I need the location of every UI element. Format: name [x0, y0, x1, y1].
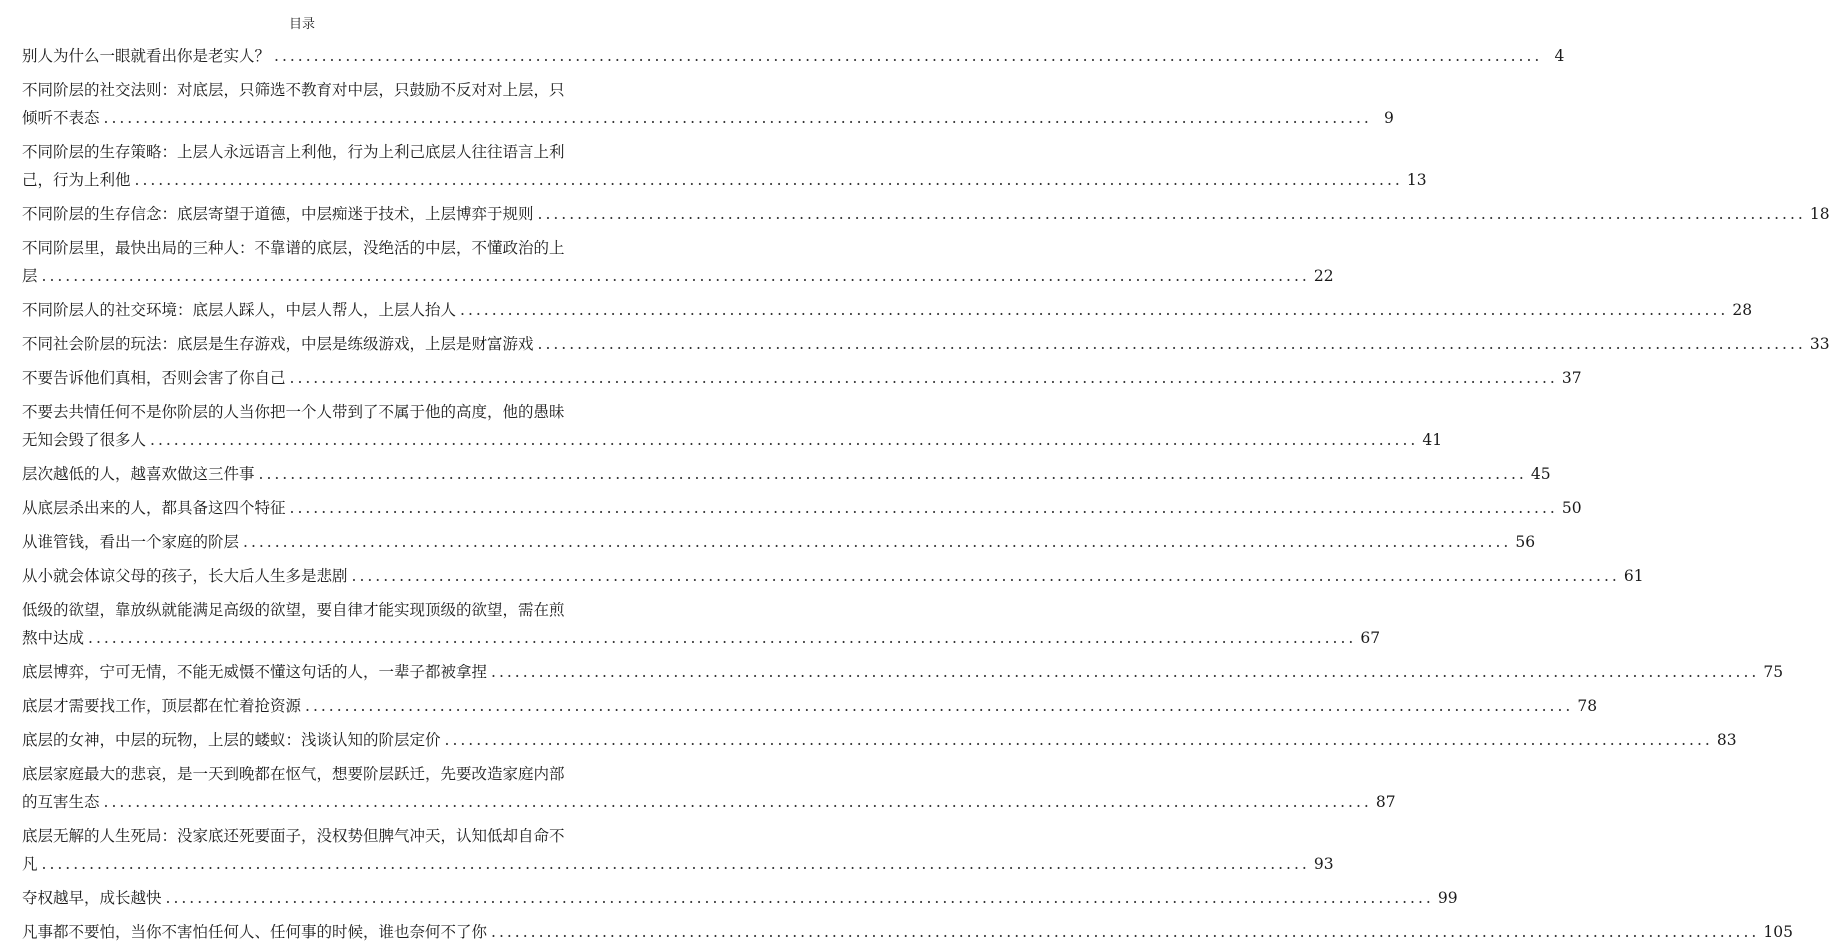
toc-entry-title: 从谁管钱，看出一个家庭的阶层	[22, 533, 240, 551]
toc-entry-line	[22, 788, 1396, 816]
dot-leader	[491, 918, 1759, 946]
toc-entry-line	[22, 42, 1565, 70]
toc-page-number: 33	[1809, 335, 1830, 353]
toc-entry-title-line1: 不同阶层的生存策略：上层人永远语言上利他，行为上利己底层人往往语言上利	[22, 143, 565, 161]
toc-entry-title-line2: 凡	[22, 855, 38, 873]
toc-entry-title: 底层才需要找工作，顶层都在忙着抢资源	[22, 697, 302, 715]
toc-entry-title-line2: 倾听不表态	[22, 109, 100, 127]
toc-entry-line	[22, 726, 1737, 754]
toc-page-number: 61	[1623, 567, 1644, 585]
toc-entry-title: 不同阶层的生存信念：底层寄望于道德，中层痴迷于技术，上层博弈于规则	[22, 205, 534, 223]
toc-entry[interactable]	[22, 76, 1394, 132]
dot-leader	[290, 364, 1558, 392]
dot-leader	[243, 528, 1511, 556]
toc-page-number: 37	[1561, 369, 1582, 387]
toc-entry-line	[22, 494, 1582, 522]
toc-entry-line	[22, 200, 1830, 228]
toc-entry-line	[22, 658, 1784, 686]
dot-leader	[88, 624, 1356, 652]
toc-entry-title-line1: 不要去共情任何不是你阶层的人当你把一个人带到了不属于他的高度，他的愚昧	[22, 403, 565, 421]
toc-entry-line	[22, 166, 1427, 194]
toc-entry[interactable]	[22, 528, 1536, 556]
dot-leader	[460, 296, 1728, 324]
toc-entry[interactable]	[22, 918, 1793, 946]
toc-entry[interactable]	[22, 234, 1334, 290]
toc-page-number: 67	[1360, 629, 1381, 647]
dot-leader	[104, 104, 1372, 132]
toc-page-number: 13	[1406, 171, 1427, 189]
toc-entry-line	[22, 330, 1830, 358]
toc-page-number: 41	[1422, 431, 1443, 449]
toc-entry[interactable]	[22, 330, 1830, 358]
toc-entry-title: 别人为什么一眼就看出你是老实人？	[22, 47, 271, 65]
toc-entry-title-line2: 的互害生态	[22, 793, 100, 811]
toc-entry[interactable]	[22, 460, 1551, 488]
toc-entry-line	[22, 918, 1793, 946]
toc-page-number: 93	[1313, 855, 1334, 873]
dot-leader	[104, 788, 1372, 816]
toc-entry-title-line2: 己，行为上利他	[22, 171, 131, 189]
toc-entry-line	[22, 692, 1598, 720]
dot-leader	[42, 262, 1310, 290]
dot-leader	[150, 426, 1418, 454]
toc-entry[interactable]	[22, 42, 1565, 70]
toc-entry[interactable]	[22, 398, 1443, 454]
toc-entry-title: 不同社会阶层的玩法：底层是生存游戏，中层是练级游戏，上层是财富游戏	[22, 335, 534, 353]
toc-entry-line	[22, 460, 1551, 488]
toc-entry-title: 底层博弈，宁可无情，不能无威慑不懂这句话的人，一辈子都被拿捏	[22, 663, 488, 681]
toc-entry-title-line1: 不同阶层的社交法则：对底层，只筛选不教育对中层，只鼓励不反对对上层，只	[22, 81, 565, 99]
dot-leader	[352, 562, 1620, 590]
toc-page-number: 83	[1716, 731, 1737, 749]
toc-entry[interactable]	[22, 138, 1427, 194]
dot-leader	[305, 692, 1573, 720]
toc-entry-title-line2: 无知会毁了很多人	[22, 431, 147, 449]
toc-entry-line	[22, 104, 1394, 132]
toc-entry[interactable]	[22, 726, 1737, 754]
toc-entry-title: 从底层杀出来的人，都具备这四个特征	[22, 499, 286, 517]
dot-leader	[42, 850, 1310, 878]
toc-entry-title: 凡事都不要怕，当你不害怕任何人、任何事的时候，谁也奈何不了你	[22, 923, 488, 941]
toc-entry[interactable]	[22, 658, 1784, 686]
toc-entry[interactable]	[22, 596, 1381, 652]
dot-leader	[135, 166, 1403, 194]
toc-entry[interactable]	[22, 296, 1753, 324]
toc-entry[interactable]	[22, 884, 1458, 912]
toc-entry-line	[22, 426, 1443, 454]
toc-list	[22, 42, 1830, 946]
toc-page-number: 78	[1577, 697, 1598, 715]
toc-page-number: 18	[1809, 205, 1830, 223]
toc-entry[interactable]	[22, 364, 1582, 392]
dot-leader	[259, 460, 1527, 488]
toc-entry-title: 从小就会体谅父母的孩子，长大后人生多是悲剧	[22, 567, 348, 585]
toc-page-number: 9	[1383, 109, 1394, 127]
toc-entry-line	[22, 528, 1536, 556]
toc-entry-title-line2: 熬中达成	[22, 629, 85, 647]
toc-entry-line	[22, 624, 1381, 652]
toc-entry-title: 底层的女神，中层的玩物，上层的蝼蚁：浅谈认知的阶层定价	[22, 731, 441, 749]
toc-page-number: 105	[1763, 923, 1793, 941]
toc-entry[interactable]	[22, 200, 1830, 228]
toc-entry[interactable]	[22, 692, 1598, 720]
toc-page-number: 87	[1375, 793, 1396, 811]
toc-page-number: 75	[1763, 663, 1784, 681]
toc-entry-title: 夺权越早，成长越快	[22, 889, 162, 907]
toc-entry-line	[22, 296, 1753, 324]
dot-leader	[274, 42, 1542, 70]
toc-entry-title-line1: 不同阶层里，最快出局的三种人：不靠谱的底层，没绝活的中层，不懂政治的上	[22, 239, 565, 257]
toc-entry-title-line1: 底层家庭最大的悲哀，是一天到晚都在怄气，想要阶层跃迁，先要改造家庭内部	[22, 765, 565, 783]
dot-leader	[166, 884, 1434, 912]
toc-entry-title-line2: 层	[22, 267, 38, 285]
dot-leader	[290, 494, 1558, 522]
toc-entry-line	[22, 364, 1582, 392]
dot-leader	[538, 330, 1806, 358]
toc-page-number: 56	[1515, 533, 1536, 551]
toc-page-number: 45	[1530, 465, 1551, 483]
toc-entry[interactable]	[22, 562, 1644, 590]
toc-entry-title: 层次越低的人，越喜欢做这三件事	[22, 465, 255, 483]
toc-entry-title: 不同阶层人的社交环境：底层人踩人，中层人帮人，上层人抬人	[22, 301, 457, 319]
toc-entry-title: 不要告诉他们真相，否则会害了你自己	[22, 369, 286, 387]
toc-entry[interactable]	[22, 822, 1334, 878]
toc-page-number: 4	[1554, 47, 1565, 65]
toc-entry-line	[22, 562, 1644, 590]
toc-title: 目录	[288, 17, 315, 32]
toc-entry[interactable]	[22, 760, 1396, 816]
toc-page-number: 99	[1437, 889, 1458, 907]
toc-entry-title-line1: 低级的欲望，靠放纵就能满足高级的欲望，要自律才能实现顶级的欲望，需在煎	[22, 601, 565, 619]
toc-page-number: 50	[1561, 499, 1582, 517]
toc-entry[interactable]	[22, 494, 1582, 522]
toc-page-number: 22	[1313, 267, 1334, 285]
dot-leader	[538, 200, 1806, 228]
toc-page-number: 28	[1732, 301, 1753, 319]
dot-leader	[491, 658, 1759, 686]
toc-entry-line	[22, 850, 1334, 878]
toc-entry-title-line1: 底层无解的人生死局：没家底还死要面子，没权势但脾气冲天，认知低却自命不	[22, 827, 565, 845]
toc-entry-line	[22, 262, 1334, 290]
toc-entry-line	[22, 884, 1458, 912]
dot-leader	[445, 726, 1713, 754]
